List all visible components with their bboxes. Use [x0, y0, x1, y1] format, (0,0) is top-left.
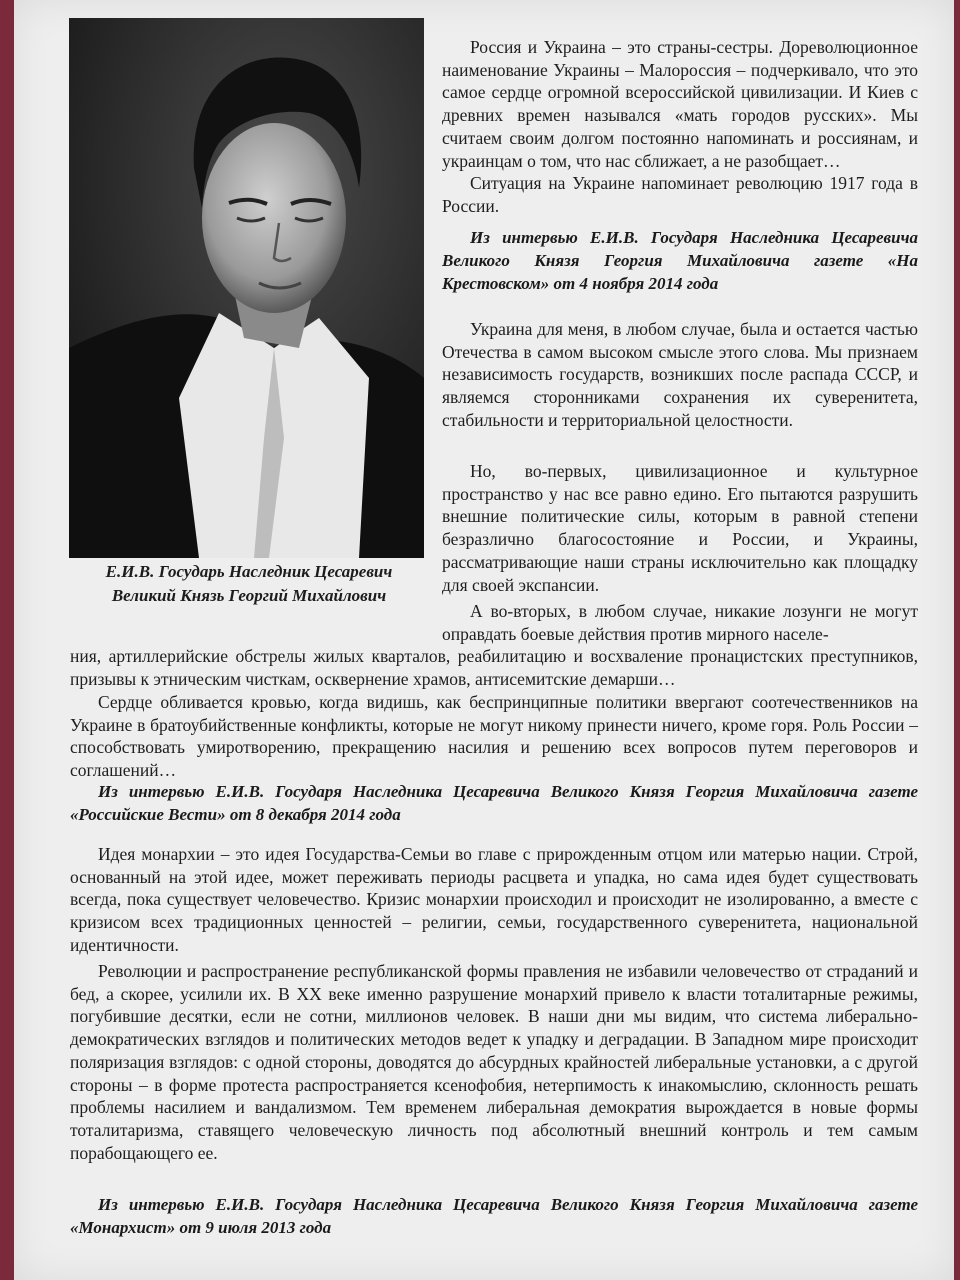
section1-paragraph2: Ситуация на Украине напоминает революцию 1917 года в России. [442, 173, 918, 216]
section2-paragraph4: Сердце обливается кровью, когда видишь, как беспринципные политики ввергают соотечественников на Украине в братоубийственные конфликты, которые не могут никому принести ничего, кроме горя. Роль России – способствовать умиротворению, прекращению насилия и решению всех вопросов путем переговоров и соглашений… [70, 692, 918, 781]
portrait-illustration [69, 18, 424, 558]
newspaper-page [14, 0, 954, 1280]
photo-caption-line2: Великий Князь Георгий Михайлович [111, 586, 387, 605]
section2-source: Из интервью Е.И.В. Государя Наследника Цесаревича Великого Князя Георгия Михайловича газете «Российские Вести» от 8 декабря 2014 года [70, 782, 918, 824]
section3-paragraph1: Идея монархии – это идея Государства-Семьи во главе с прирожденным отцом или матерью нации. Строй, основанный на этой идее, может переживать периоды расцвета и упадка, но сама идея будет существовать всегда, пока существует человечество. Кризис монархии происходил и происходит не изолированно, а вместе с кризисом всех традиционных ценностей – религии, семьи, государственного суверенитета, национальной идентичности. [70, 844, 918, 955]
section3-paragraph2: Революции и распространение республиканской формы правления не избавили человечество от страданий и бед, а скорее, усилили их. В XX веке именно разрушение монархий привело к власти тоталитарные режимы, погубившие десятки, если не сотни, миллионов человек. В наши дни мы видим, что система либерально-демократических взглядов и политических методов ведет к упадку и деградации. В Западном мире происходит поляризация взглядов: с одной стороны, доводятся до абсурдных крайностей либеральные установки, а с другой стороны – в форме протеста распространяется ксенофобия, нетерпимость к инакомыслию, склонность решать проблемы насилием и вандализмом. Тем временем либеральная демократия вырождается в новые формы тоталитаризма, ставящего человеческую личность под абсолютный внешний контроль и тем самым порабощающего ее. [70, 961, 918, 1163]
section1-paragraph1: Россия и Украина – это страны-сестры. Дореволюционное наименование Украины – Малороссия – подчеркивало, что это самое сердце огромной всероссийской цивилизации. И Киев с древних времен назывался «мать городов русских». Мы считаем своим долгом постоянно напоминать и россиянам, и украинцам о том, что нас сближает, а не разобщает… [442, 37, 918, 171]
section2-paragraph3-end: ния, артиллерийские обстрелы жилых кварталов, реабилитацию и восхваление пронацистских преступников, призывы к этническим чисткам, осквернение храмов, антисемитские демарши… [70, 646, 918, 689]
photo-caption-line1: Е.И.В. Государь Наследник Цесаревич [105, 562, 393, 581]
section3-source: Из интервью Е.И.В. Государя Наследника Цесаревича Великого Князя Георгия Михайловича газете «Монархист» от 9 июля 2013 года [70, 1195, 918, 1237]
portrait-photo [69, 18, 424, 558]
section1-source: Из интервью Е.И.В. Государя Наследника Цесаревича Великого Князя Георгия Михайловича газете «На Крестовском» от 4 ноября 2014 года [442, 228, 918, 293]
photo-caption [54, 560, 444, 608]
section2-paragraph1: Украина для меня, в любом случае, была и остается частью Отечества в самом высоком смысле этого слова. Мы признаем независимость государств, возникших после распада СССР, и являемся сторонниками сохранения их суверенитета, стабильности и территориальной целостности. [442, 319, 918, 430]
section2-paragraph3-start: А во-вторых, в любом случае, никакие лозунги не могут оправдать боевые действия против мирного населе- [442, 601, 918, 644]
section2-paragraph2: Но, во-первых, цивилизационное и культурное пространство у нас все равно едино. Его пытаются разрушить внешние политические силы, которым в равной степени безразлично благосостояние и России, и Украины, рассматривающие наши страны исключительно как площадку для своей экспансии. [442, 461, 918, 595]
